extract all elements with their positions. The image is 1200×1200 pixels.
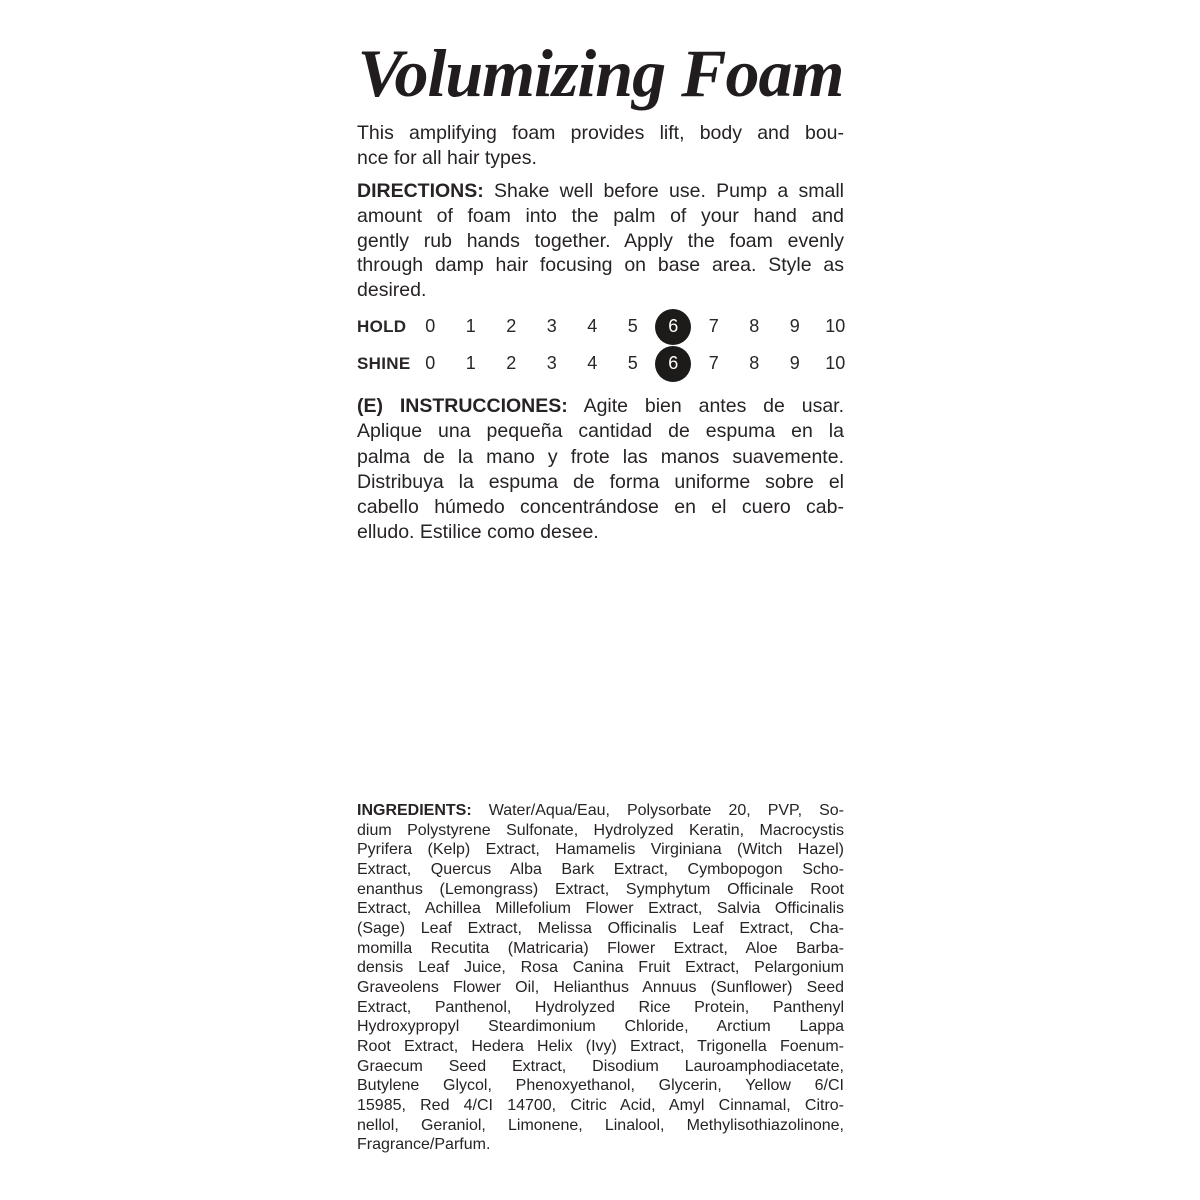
shine-scale-value-4: 4 — [587, 353, 598, 373]
ingredients-line: Pyrifera (Kelp) Extract, Hamamelis Virginiana (Witch Hazel) — [357, 841, 844, 859]
directions-body — [357, 204, 844, 303]
spanish-instructions-line: palma de la mano y frote las manos suavemente. — [357, 445, 844, 468]
hold-scale — [357, 308, 857, 345]
directions-line: amount of foam into the palm of your hand and — [357, 204, 844, 227]
ingredients-line: densis Leaf Juice, Rosa Canina Fruit Extract, Pelargonium — [357, 959, 844, 977]
hold-scale-label: HOLD — [357, 316, 407, 336]
hold-scale-value-6-selected — [653, 309, 694, 345]
hold-scale-values — [410, 309, 856, 345]
ingredients-line: (Sage) Leaf Extract, Melissa Officinalis Leaf Extract, Cha- — [357, 919, 844, 937]
shine-scale-value-8: 8 — [749, 353, 760, 373]
shine-scale-value-10: 10 — [825, 353, 846, 373]
shine-scale-value-5: 5 — [627, 353, 638, 373]
spanish-instructions-body — [357, 419, 844, 545]
directions-line: gently rub hands together. Apply the foam evenly — [357, 229, 844, 252]
ingredients-section — [357, 801, 844, 1155]
directions-first-line-text: Shake well before use. Pump a small — [494, 180, 845, 202]
ingredients-line: nellol, Geraniol, Limonene, Linalool, Methylisothiazolinone, — [357, 1116, 844, 1134]
product-title: Volumizing Foam — [357, 35, 844, 111]
hold-scale-value-4: 4 — [587, 316, 598, 336]
hold-scale-value-9: 9 — [789, 316, 800, 336]
description-line: nce for all hair types. — [357, 147, 537, 170]
hold-scale-value-2: 2 — [506, 316, 517, 336]
spanish-instructions-line: Aplique una pequeña cantidad de espuma en la — [357, 420, 844, 443]
directions-line: desired. — [357, 279, 427, 302]
hold-selected-value: 6 — [668, 316, 679, 336]
directions-first-line — [357, 179, 844, 204]
hold-selected-circle — [655, 309, 691, 345]
ingredients-line: Graecum Seed Extract, Disodium Lauroamphodiacetate, — [357, 1057, 844, 1075]
shine-scale-value-7: 7 — [708, 353, 719, 373]
spanish-instructions-section — [357, 394, 844, 546]
ingredients-line: Fragrance/Parfum. — [357, 1136, 491, 1154]
shine-scale-value-1: 1 — [465, 353, 476, 373]
ingredients-first-line-text: Water/Aqua/Eau, Polysorbate 20, PVP, So- — [488, 802, 844, 819]
ingredients-line: momilla Recutita (Matricaria) Flower Extract, Aloe Barba- — [357, 939, 844, 957]
ingredients-body — [357, 821, 844, 1155]
spanish-instructions-line: Distribuya la espuma de forma uniforme sobre el — [357, 470, 844, 493]
ingredients-line: Butylene Glycol, Phenoxyethanol, Glycerin, Yellow 6/CI — [357, 1077, 844, 1095]
ingredients-line: dium Polystyrene Sulfonate, Hydrolyzed Keratin, Macrocystis — [357, 821, 844, 839]
directions-section — [357, 179, 844, 303]
spanish-instructions-first-line-text: Agite bien antes de usar. — [583, 395, 845, 417]
spanish-instructions-first-line — [357, 394, 844, 419]
shine-scale-values — [410, 346, 856, 382]
hold-scale-value-8: 8 — [749, 316, 760, 336]
ingredients-line: 15985, Red 4/CI 14700, Citric Acid, Amyl Cinnamal, Citro- — [357, 1096, 844, 1114]
ingredients-line: Extract, Achillea Millefolium Flower Extract, Salvia Officinalis — [357, 900, 844, 918]
directions-line: through damp hair focusing on base area. Style as — [357, 254, 844, 277]
spanish-instructions-heading: (E) INSTRUCCIONES: — [357, 395, 568, 417]
product-description — [357, 121, 844, 172]
hold-scale-value-7: 7 — [708, 316, 719, 336]
ingredients-first-line — [357, 801, 844, 821]
ingredients-line: Extract, Quercus Alba Bark Extract, Cymbopogon Scho- — [357, 860, 844, 878]
hold-scale-value-1: 1 — [465, 316, 476, 336]
spanish-instructions-line: cabello húmedo concentrándose en el cuero cab- — [357, 496, 844, 519]
spanish-instructions-line: elludo. Estilice como desee. — [357, 521, 599, 544]
shine-scale-label: SHINE — [357, 353, 411, 373]
directions-heading: DIRECTIONS: — [357, 180, 484, 202]
ingredients-line: enanthus (Lemongrass) Extract, Symphytum Officinale Root — [357, 880, 844, 898]
hold-scale-value-10: 10 — [825, 316, 846, 336]
hold-scale-value-5: 5 — [627, 316, 638, 336]
ingredients-line: Root Extract, Hedera Helix (Ivy) Extract, Trigonella Foenum- — [357, 1037, 844, 1055]
shine-scale-value-6-selected — [653, 346, 694, 382]
rating-scales — [357, 308, 857, 382]
shine-scale-value-3: 3 — [546, 353, 557, 373]
shine-scale-value-9: 9 — [789, 353, 800, 373]
hold-scale-value-0: 0 — [425, 316, 436, 336]
label-text-column — [357, 0, 844, 1200]
description-line: This amplifying foam provides lift, body and bou- — [357, 122, 844, 144]
ingredients-line: Extract, Panthenol, Hydrolyzed Rice Protein, Panthenyl — [357, 998, 844, 1016]
shine-scale-value-2: 2 — [506, 353, 517, 373]
shine-scale — [357, 345, 857, 382]
ingredients-heading: INGREDIENTS: — [357, 802, 472, 819]
shine-scale-value-0: 0 — [425, 353, 436, 373]
ingredients-line: Hydroxypropyl Steardimonium Chloride, Arctium Lappa — [357, 1018, 844, 1036]
hold-scale-value-3: 3 — [546, 316, 557, 336]
shine-selected-circle — [655, 346, 691, 382]
ingredients-line: Graveolens Flower Oil, Helianthus Annuus (Sunflower) Seed — [357, 978, 844, 996]
shine-selected-value: 6 — [668, 353, 679, 373]
